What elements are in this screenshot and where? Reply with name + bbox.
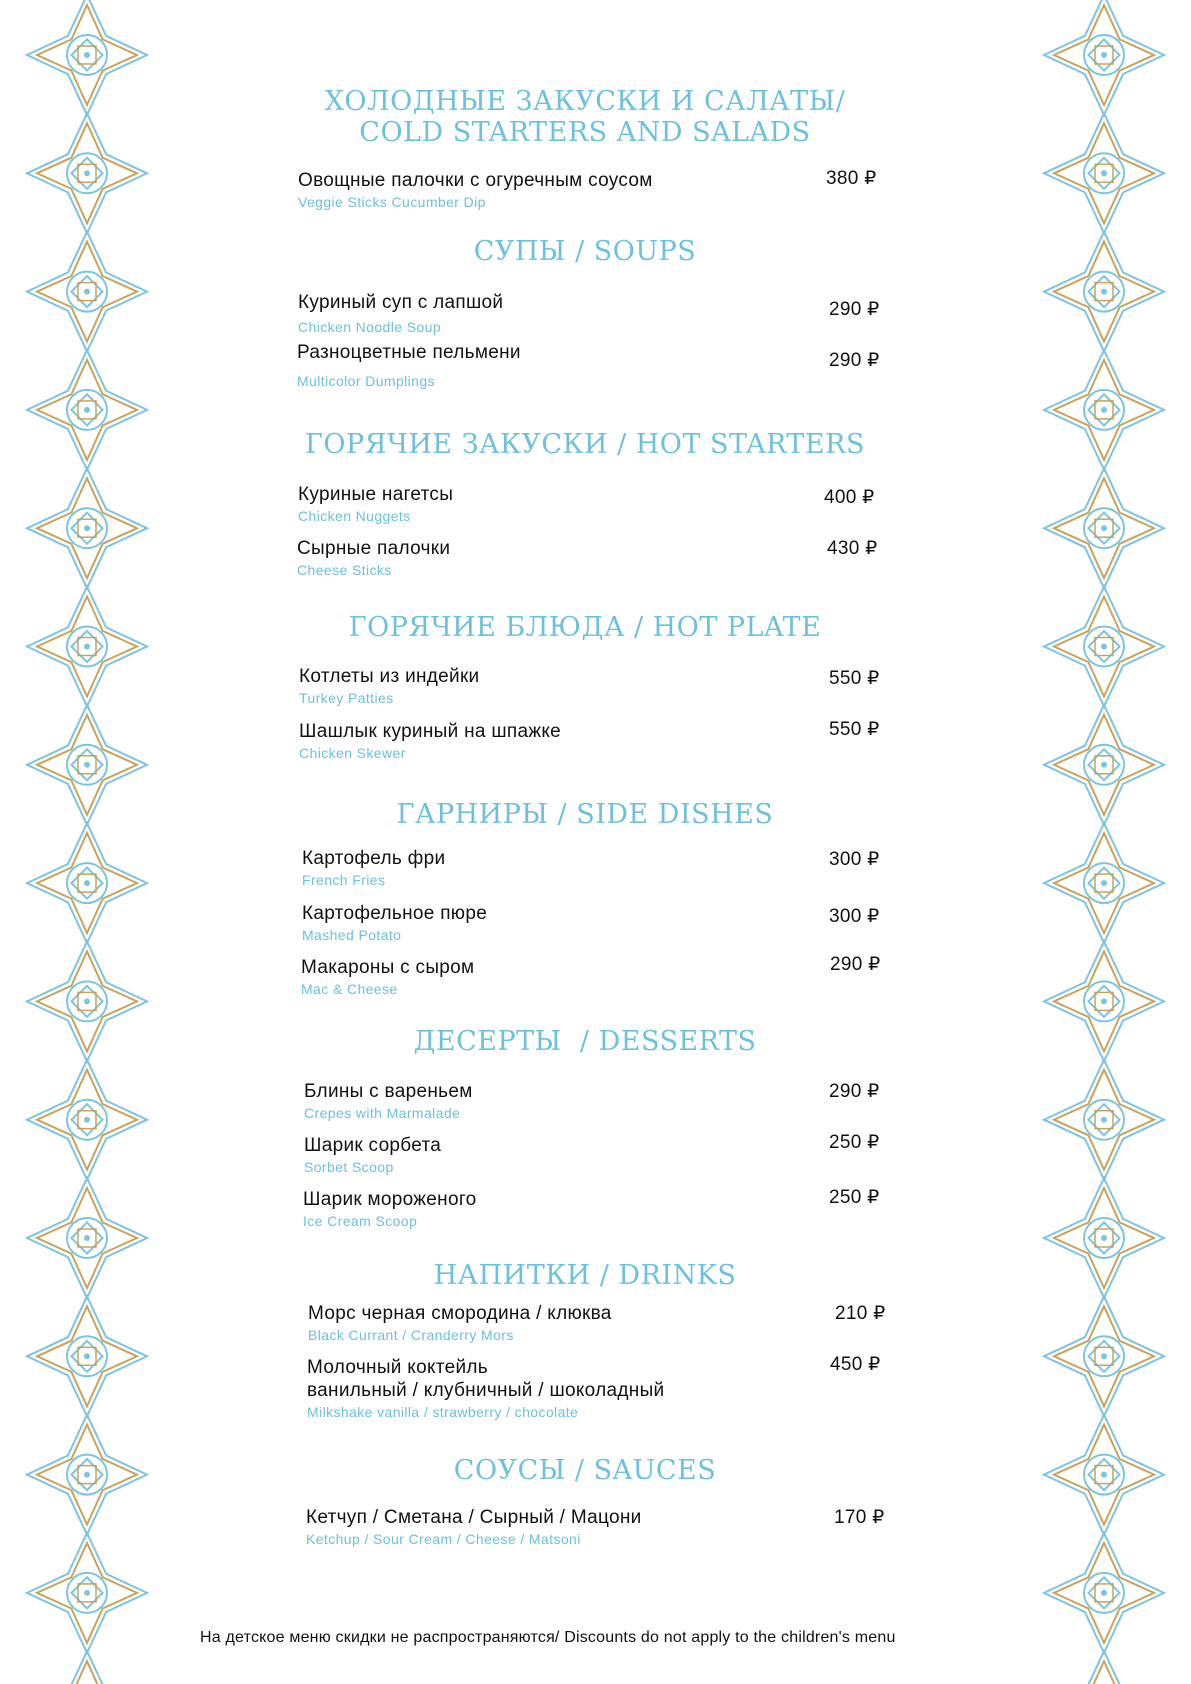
item-name: Овощные палочки с огуречным соусом [298, 170, 653, 191]
item-name: Шашлык куриный на шпажке [299, 721, 562, 742]
item-price: 250 ₽ [829, 1187, 880, 1208]
right-ornament-border [1039, 0, 1169, 1684]
ornament-dot [1101, 1235, 1107, 1241]
section-title-line2: COLD STARTERS AND SALADS [359, 117, 811, 148]
item-price: 450 ₽ [830, 1354, 881, 1375]
menu-item [302, 902, 902, 944]
ornament-dot [84, 762, 90, 768]
item-name-english: Mashed Potato [302, 927, 402, 943]
item-price: 170 ₽ [834, 1507, 885, 1528]
item-name-english: Crepes with Marmalade [304, 1105, 461, 1121]
left-ornament-border [22, 0, 152, 1684]
menu-item [307, 1356, 907, 1421]
menu-item [306, 1506, 906, 1548]
menu-item [298, 291, 898, 336]
menu-item [297, 537, 897, 579]
item-name: Куриный суп с лапшой [298, 292, 504, 313]
item-name: Разноцветные пельмени [297, 342, 521, 363]
item-name-english: Veggie Sticks Cucumber Dip [298, 194, 486, 210]
ornament-dot [84, 52, 90, 58]
menu-item [304, 1080, 904, 1122]
item-price: 400 ₽ [824, 487, 875, 508]
item-name: Сырные палочки [297, 538, 451, 559]
ornament-dot [84, 1235, 90, 1241]
ornament-star-inner [1054, 1661, 1154, 1684]
ornament-dot [1101, 289, 1107, 295]
item-price: 430 ₽ [827, 538, 878, 559]
item-name-english: French Fries [302, 872, 386, 888]
item-name-english: Chicken Nuggets [298, 508, 411, 524]
menu-item [302, 847, 902, 889]
item-name-english: Multicolor Dumplings [297, 373, 435, 389]
item-name-english: Black Currant / Cranderry Mors [308, 1327, 514, 1343]
item-name: Блины с вареньем [304, 1081, 473, 1102]
item-name-english: Mac & Cheese [301, 981, 398, 997]
ornament-dot [84, 407, 90, 413]
item-name-english: Cheese Sticks [297, 562, 392, 578]
ornament-dot [1101, 1353, 1107, 1359]
item-price: 290 ₽ [830, 954, 881, 975]
ornament-dot [84, 1117, 90, 1123]
ornament-dot [84, 1472, 90, 1478]
item-name-line2: ванильный / клубничный / шоколадный [307, 1380, 665, 1401]
discount-note: На детское меню скидки не распространяются/ Discounts do not apply to the children's menu [200, 1629, 896, 1646]
item-price: 300 ₽ [829, 906, 880, 927]
item-name-english: Ketchup / Sour Cream / Cheese / Matsoni [306, 1531, 581, 1547]
menu-item [299, 720, 899, 762]
menu-item [301, 956, 901, 998]
section-title-drinks: НАПИТКИ / DRINKS [433, 1260, 737, 1291]
item-price: 550 ₽ [829, 719, 880, 740]
ornament-dot [1101, 998, 1107, 1004]
item-price: 290 ₽ [829, 1081, 880, 1102]
menu-item [308, 1302, 908, 1344]
item-name: Картофельное пюре [302, 903, 488, 924]
menu-item [298, 169, 898, 211]
item-price: 210 ₽ [835, 1303, 886, 1324]
section-title-hot-plate: ГОРЯЧИЕ БЛЮДА / HOT PLATE [348, 612, 822, 643]
ornament-column-svg [22, 0, 152, 1684]
ornament-dot [84, 998, 90, 1004]
item-name-english: Ice Cream Scoop [303, 1213, 418, 1229]
ornament-dot [1101, 1472, 1107, 1478]
item-name-english: Chicken Noodle Soup [298, 319, 442, 335]
item-name-english: Chicken Skewer [299, 745, 406, 761]
menu-item [303, 1188, 903, 1230]
ornament-dot [1101, 407, 1107, 413]
ornament-dot [1101, 644, 1107, 650]
ornament-dot [84, 644, 90, 650]
ornament-dot [84, 170, 90, 176]
item-name: Кетчуп / Сметана / Сырный / Мацони [306, 1507, 642, 1528]
ornament-dot [84, 525, 90, 531]
ornament-dot [1101, 1590, 1107, 1596]
item-name: Шарик мороженого [303, 1189, 477, 1210]
menu-item [297, 341, 897, 390]
ornament-dot [84, 1353, 90, 1359]
ornament-column-svg [1039, 0, 1169, 1684]
ornament-dot [1101, 170, 1107, 176]
ornament-dot [1101, 52, 1107, 58]
item-name-english: Turkey Patties [299, 690, 394, 706]
item-name: Куриные нагетсы [298, 484, 454, 505]
ornament-dot [1101, 880, 1107, 886]
section-title-cold-starters [300, 86, 870, 148]
ornament-dot [84, 1590, 90, 1596]
menu-item [298, 483, 898, 525]
item-price: 300 ₽ [829, 849, 880, 870]
menu-item [299, 665, 899, 707]
item-name-english: Milkshake vanilla / strawberry / chocolate [307, 1404, 579, 1420]
section-title-hot-starters: ГОРЯЧИЕ ЗАКУСКИ / HOT STARTERS [305, 429, 865, 460]
item-name: Картофель фри [302, 848, 446, 869]
ornament-dot [1101, 762, 1107, 768]
ornament-dot [84, 289, 90, 295]
section-title-side-dishes: ГАРНИРЫ / SIDE DISHES [396, 799, 774, 830]
item-price: 290 ₽ [829, 350, 880, 371]
item-price: 380 ₽ [826, 168, 877, 189]
item-price: 290 ₽ [829, 299, 880, 320]
menu-item [304, 1134, 904, 1176]
item-price: 250 ₽ [829, 1132, 880, 1153]
item-name: Котлеты из индейки [299, 666, 480, 687]
section-title-sauces: СОУСЫ / SAUCES [453, 1455, 717, 1486]
ornament-dot [1101, 1117, 1107, 1123]
section-title-desserts: ДЕСЕРТЫ / DESSERTS [413, 1026, 757, 1057]
item-name: Морс черная смородина / клюква [308, 1303, 612, 1324]
ornament-star-inner [37, 1661, 137, 1684]
item-name: Макароны с сыром [301, 957, 475, 978]
section-title-line1: ХОЛОДНЫЕ ЗАКУСКИ И САЛАТЫ/ [324, 86, 846, 117]
ornament-star-outer [27, 1651, 147, 1684]
ornament-star-outer [1044, 1651, 1164, 1684]
item-name-english: Sorbet Scoop [304, 1159, 394, 1175]
ornament-dot [1101, 525, 1107, 531]
item-name: Молочный коктейль [307, 1357, 488, 1378]
item-price: 550 ₽ [829, 668, 880, 689]
item-name: Шарик сорбета [304, 1135, 442, 1156]
ornament-dot [84, 880, 90, 886]
section-title-soups: СУПЫ / SOUPS [473, 236, 697, 267]
